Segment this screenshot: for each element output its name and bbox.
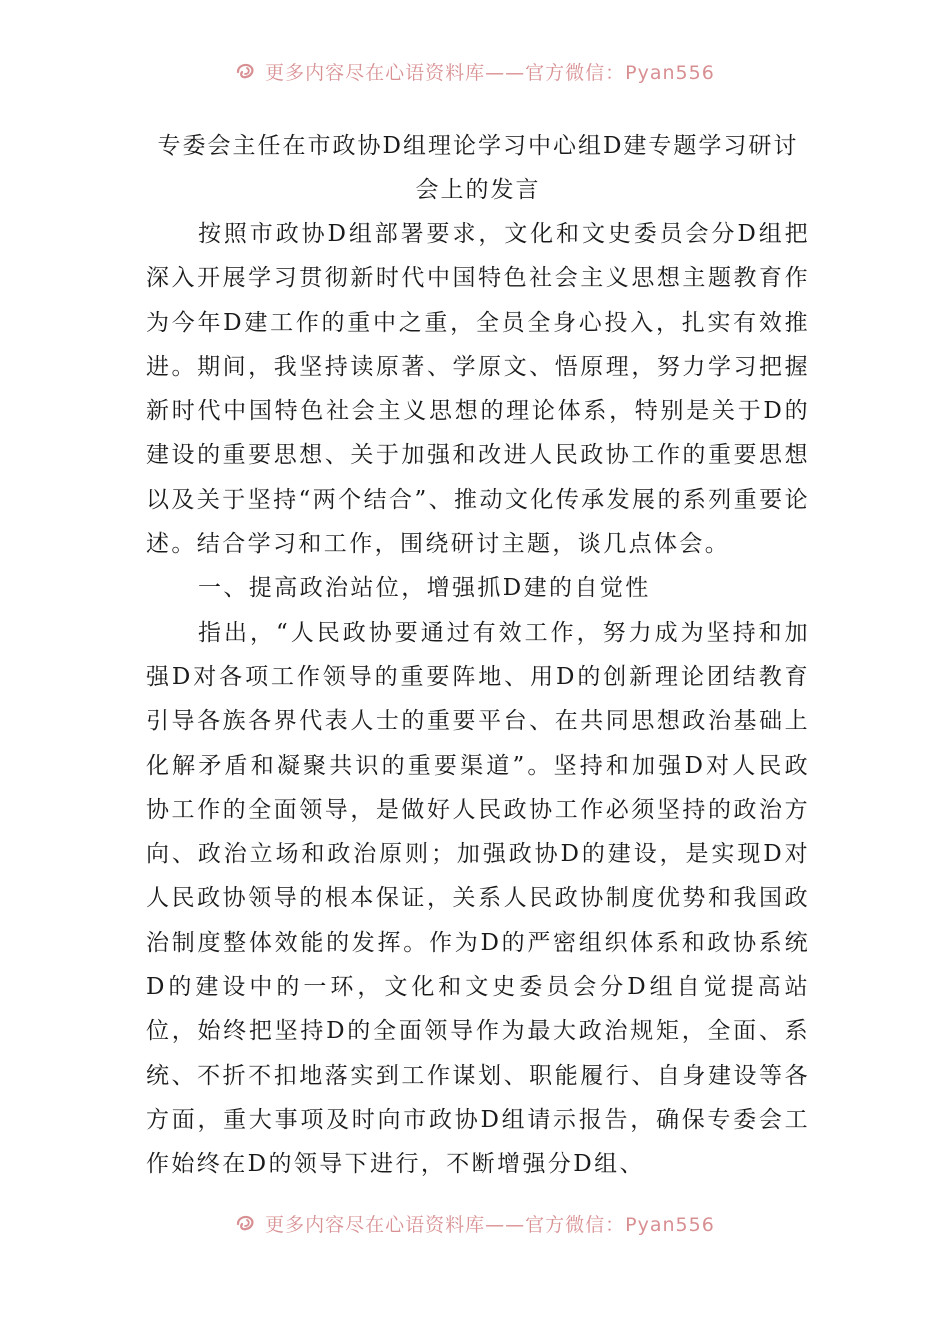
watermark-text: 更多内容尽在心语资料库——官方微信：Pyan556: [265, 1213, 715, 1236]
document-title: [146, 124, 810, 212]
watermark-footer: [0, 1208, 950, 1238]
brand-logo-icon: [235, 60, 257, 82]
section-heading-1: 一、提高政治站位，增强抓D建的自觉性: [198, 575, 651, 602]
document-body: [146, 124, 810, 1187]
watermark-text: 更多内容尽在心语资料库——官方微信：Pyan556: [265, 61, 715, 84]
title-line-2: 会上的发言: [415, 177, 541, 203]
paragraph-section-1: 指出，“人民政协要通过有效工作，努力成为坚持和加强D对各项工作领导的重要阵地、用D的创新理论团结教育引导各族各界代表人士的重要平台、在共同思想政治基础上化解矛盾和凝聚共识的重要渠道”。坚持和加强D对人民政协工作的全面领导，是做好人民政协工作必须坚持的政治方向、政治立场和政治原则；加强政协D的建设，是实现D对人民政协领导的根本保证，关系人民政协制度优势和我国政治制度整体效能的发挥。作为D的严密组织体系和政协系统D的建设中的一环，文化和文史委员会分D组自觉提高站位，始终把坚持D的全面领导作为最大政治规矩，全面、系统、不折不扣地落实到工作谋划、职能履行、自身建设等各方面，重大事项及时向市政协D组请示报告，确保专委会工作始终在D的领导下进行，不断增强分D组、: [146, 619, 810, 1178]
brand-logo-icon: [235, 1212, 257, 1234]
watermark-header: [0, 56, 950, 86]
paragraph-intro: 按照市政协D组部署要求，文化和文史委员会分D组把深入开展学习贯彻新时代中国特色社会主义思想主题教育作为今年D建工作的重中之重，全员全身心投入，扎实有效推进。期间，我坚持读原著、学原文、悟原理，努力学习把握新时代中国特色社会主义思想的理论体系，特别是关于D的建设的重要思想、关于加强和改进人民政协工作的重要思想以及关于坚持“两个结合”、推动文化传承发展的系列重要论述。结合学习和工作，围绕研讨主题，谈几点体会。: [146, 221, 810, 558]
title-line-1: 专委会主任在市政协D组理论学习中心组D建专题学习研讨: [157, 133, 799, 159]
